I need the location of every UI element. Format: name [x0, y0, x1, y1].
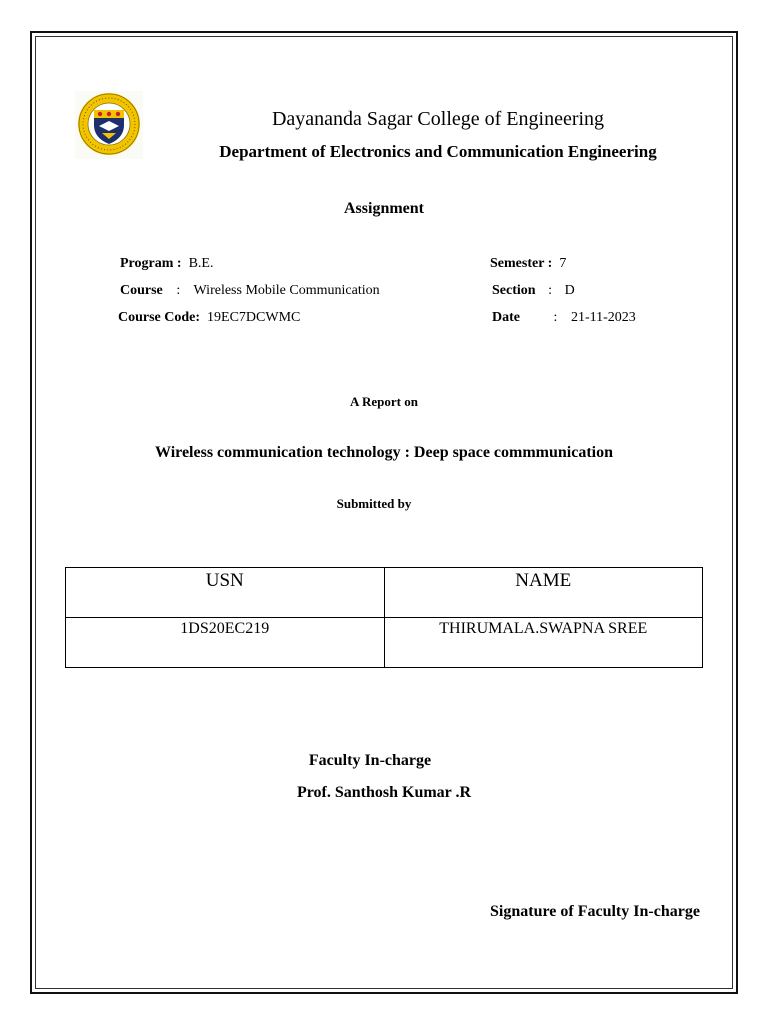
course-label: Course	[120, 283, 163, 298]
department-name: Department of Electronics and Communication Engineering	[219, 142, 657, 161]
section-value: D	[564, 283, 575, 298]
course-code-label: Course Code:	[118, 310, 201, 325]
date-value: 21-11-2023	[571, 310, 636, 325]
date-row	[492, 310, 636, 326]
section-separator: :	[548, 283, 552, 298]
report-topic: Wireless communication technology : Deep space commmunication	[154, 444, 614, 461]
report-intro: A Report on	[350, 394, 418, 409]
course-code-row	[118, 310, 300, 326]
students-table	[65, 567, 703, 668]
course-code-value: 19EC7DCWMC	[207, 310, 301, 325]
course-value: Wireless Mobile Communication	[193, 283, 380, 298]
document-title: Assignment	[343, 200, 424, 217]
name-header: NAME	[384, 568, 703, 618]
page-border-inner	[35, 36, 733, 989]
semester-label: Semester :	[490, 256, 553, 271]
usn-cell: 1DS20EC219	[66, 618, 385, 668]
date-label: Date	[492, 310, 520, 325]
table-header-row	[66, 568, 703, 618]
course-separator: :	[176, 283, 181, 298]
section-row	[492, 283, 575, 299]
submitted-by-label: Submitted by	[336, 496, 412, 511]
section-label: Section	[492, 283, 536, 298]
program-label: Program :	[120, 256, 182, 271]
faculty-label: Faculty In-charge	[308, 752, 432, 769]
date-separator: :	[553, 310, 558, 325]
name-cell: THIRUMALA.SWAPNA SREE	[384, 618, 703, 668]
college-name: Dayananda Sagar College of Engineering	[271, 108, 605, 130]
semester-value: 7	[559, 256, 567, 271]
signature-label: Signature of Faculty In-charge	[490, 903, 700, 920]
semester-row	[490, 256, 566, 272]
table-row	[66, 618, 703, 668]
course-row	[120, 283, 380, 299]
program-value: B.E.	[188, 256, 214, 271]
usn-header: USN	[66, 568, 385, 618]
program-row	[120, 256, 213, 272]
faculty-name: Prof. Santhosh Kumar .R	[296, 784, 472, 801]
